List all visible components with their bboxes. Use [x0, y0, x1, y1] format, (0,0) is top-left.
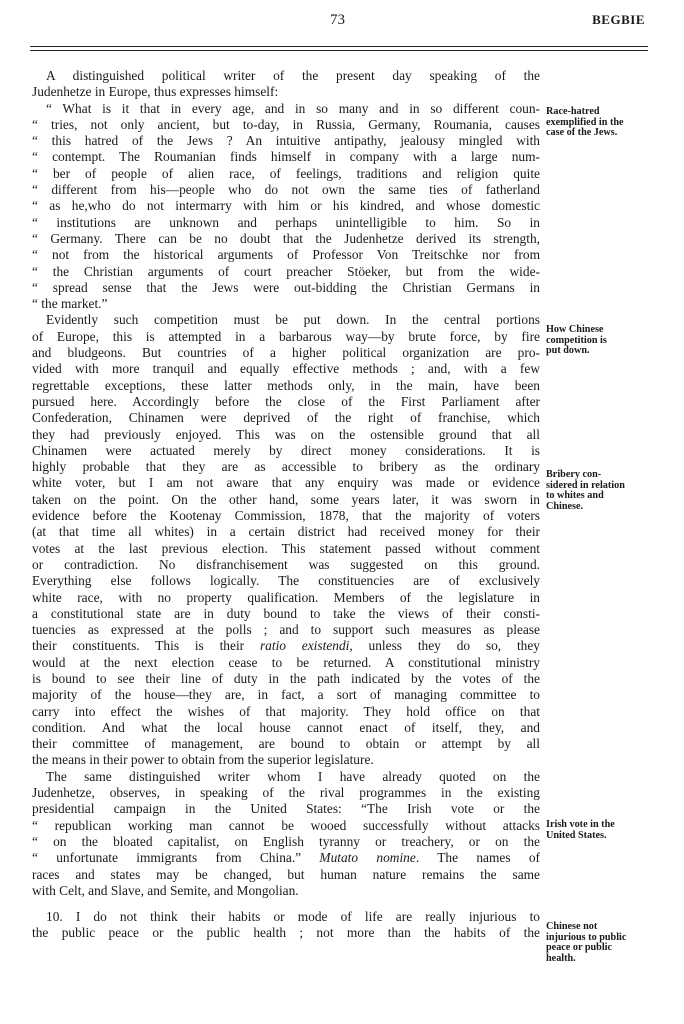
text-line: “ Germany. There can be no doubt that the Judenhetze derived its strength, — [32, 230, 540, 246]
running-head: BEGBIE — [592, 12, 645, 27]
text-line: The same distinguished writer whom I have already quoted on the — [46, 768, 540, 784]
margin-note-line: peace or public — [546, 942, 613, 953]
margin-note-line: sidered in relation — [546, 479, 625, 491]
italic-phrase: Mutato nomine — [319, 850, 416, 866]
text-line: “ institutions are unknown and perhaps unintelligible to him. So in — [32, 214, 540, 230]
text-line: 10. I do not think their habits or mode of life are really injurious to — [46, 909, 540, 925]
margin-note-line: Chinese. — [546, 500, 584, 512]
text-line: “ the market.” — [32, 296, 108, 312]
paragraph — [32, 68, 540, 312]
text-line: the public peace or the public health ; not more than the habits of the — [32, 925, 540, 941]
margin-note-line: Chinese not — [546, 921, 598, 932]
text-line: would at the next election cease to be returned. A constitutional ministry — [32, 654, 540, 670]
text-line: vided with more tranquil and equally effective methods ; and, with a few — [32, 361, 540, 377]
paragraph — [32, 769, 540, 899]
text-line: the means in their power to obtain from the superior legislature. — [32, 752, 374, 768]
text-line: of Europe, this is attempted in a barbarous way—by brute force, by fire — [32, 328, 540, 344]
margin-note-line: to whites and — [546, 490, 604, 501]
text-line: “ republican working man cannot be wooed successfully without attacks — [32, 817, 540, 833]
text-line: pursued here. Accordingly before the close of the First Parliament after — [32, 393, 540, 409]
text-line: evidence before the Kootenay Commission, 1878, that the majority of voters — [32, 508, 540, 524]
text-line: white voter, but I am not aware that any enquiry was made or evidence — [32, 475, 540, 491]
text-line: (at that time all whites) in a certain district had received money for their — [32, 524, 540, 540]
text-run: their constituents. This is their — [32, 638, 260, 654]
text-line: “ ber of people of alien race, of feelings, traditions and religion quite — [32, 165, 540, 181]
margin-note-line: Race-hatred — [546, 106, 600, 117]
italic-phrase: ratio existendi — [259, 638, 350, 654]
text-line: “ the Christian arguments of court preacher Stöeker, but from the wide- — [32, 263, 540, 279]
text-line: is bound to see their line of duty in the path indicated by the votes of the — [32, 670, 540, 686]
text-line: a constitutional state are in duty bound to take the views of their consti- — [32, 605, 540, 621]
text-line: condition. And what the local house cannot enact of itself, they, and — [32, 719, 540, 735]
text-line: Judenhetze in Europe, thus expresses himself: — [32, 84, 279, 100]
margin-note-line: competition is — [546, 334, 607, 346]
margin-note-line: exemplified in the — [546, 116, 624, 128]
page-header — [30, 12, 645, 36]
paragraph — [32, 312, 540, 768]
text-line: their committee of management, are bound to obtain or attempt by all — [32, 736, 540, 752]
margin-note — [546, 922, 656, 964]
text-line: and bludgeons. But countries of a higher political organization are pro- — [32, 345, 540, 361]
text-line: A distinguished political writer of the present day speaking of the — [46, 68, 540, 83]
margin-note-line: How Chinese — [546, 324, 604, 335]
text-line: Everything else follows logically. The constituencies are of exclusively — [32, 573, 540, 589]
text-line: Chinamen were actuated merely by direct money considerations. It is — [32, 442, 540, 458]
text-line: “ contempt. The Roumanian finds himself in company with a large num- — [32, 149, 540, 165]
margin-note-line: case of the Jews. — [546, 127, 618, 138]
margin-note — [546, 820, 656, 841]
text-line: presidential campaign in the United States: “The Irish vote or the — [32, 801, 540, 817]
text-run: . The names of — [415, 850, 540, 866]
header-rule-bottom — [30, 50, 648, 51]
text-line: tuencies as expressed at the polls ; and to support such measures as please — [32, 622, 540, 638]
margin-note — [546, 470, 656, 512]
text-line: races and states may be changed, but human nature remains the same — [32, 866, 540, 882]
text-line: “ spread sense that the Jews were out-bidding the Christian Germans in — [32, 279, 540, 295]
text-line: highly probable that they are as accessible to bribery as the ordinary — [32, 459, 540, 475]
text-line: or contradiction. No disfranchisement was suggested on this ground. — [32, 556, 540, 572]
text-line: Judenhetze, observes, in speaking of the rival programmes in the existing — [32, 785, 540, 801]
margin-note-line: Irish vote in the — [546, 819, 615, 830]
text-line: carry into effect the wishes of that majority. They hold office on that — [32, 703, 540, 719]
text-run: “ unfortunate immigrants from China.” — [32, 850, 320, 866]
paragraph-gap — [32, 899, 540, 909]
margin-note — [546, 325, 656, 357]
text-line: Evidently such competition must be put down. In the central portions — [46, 312, 540, 328]
margin-note — [546, 107, 656, 139]
text-line: “ this hatred of the Jews ? An intuitive antipathy, jealousy mingled with — [32, 133, 540, 149]
text-line: with Celt, and Slave, and Semite, and Mongolian. — [32, 882, 299, 898]
text-line: “ not from the historical arguments of Professor Von Treitschke nor from — [32, 247, 540, 263]
text-line: taken on the point. On the other hand, some years later, it was sworn in — [32, 491, 540, 507]
text-line: regrettable exceptions, these latter methods only, in the main, have been — [32, 377, 540, 393]
text-run: , unless they do so, they — [349, 638, 541, 654]
text-line: Confederation, Chinamen were deprived of the right of franchise, which — [32, 410, 540, 426]
margin-note-line: health. — [546, 952, 576, 964]
text-line: “ different from his—people who do not own the same ties of fatherland — [32, 182, 540, 198]
margin-note-line: Bribery con- — [546, 469, 602, 480]
text-line: white race, with no property qualification. Members of the legislature in — [32, 589, 540, 605]
text-line: “ tries, not only ancient, but to-day, in Russia, Germany, Roumania, causes — [32, 116, 540, 132]
text-line: “ as he,who do not intermarry with him or his kindred, and whose domestic — [32, 198, 540, 214]
text-line: “ on the bloated capitalist, on English tyranny or treachery, or on the — [32, 833, 540, 849]
body-text — [32, 68, 540, 942]
margin-note-line: put down. — [546, 345, 590, 356]
text-line: votes at the last previous election. This statement passed without comment — [32, 540, 540, 556]
page-number: 73 — [330, 12, 345, 28]
text-line — [32, 850, 540, 866]
header-rule-top — [30, 46, 648, 47]
margin-note-line: injurious to public — [546, 931, 627, 943]
text-line: majority of the house—they are, in fact, a sort of managing committee to — [32, 687, 540, 703]
text-line — [32, 638, 540, 654]
paragraph — [32, 909, 540, 942]
text-line: “ What is it that in every age, and in so many and in so different coun- — [46, 100, 540, 116]
margin-note-line: United States. — [546, 829, 607, 841]
text-line: they had previously enjoyed. This was on the ostensible ground that all — [32, 426, 540, 442]
